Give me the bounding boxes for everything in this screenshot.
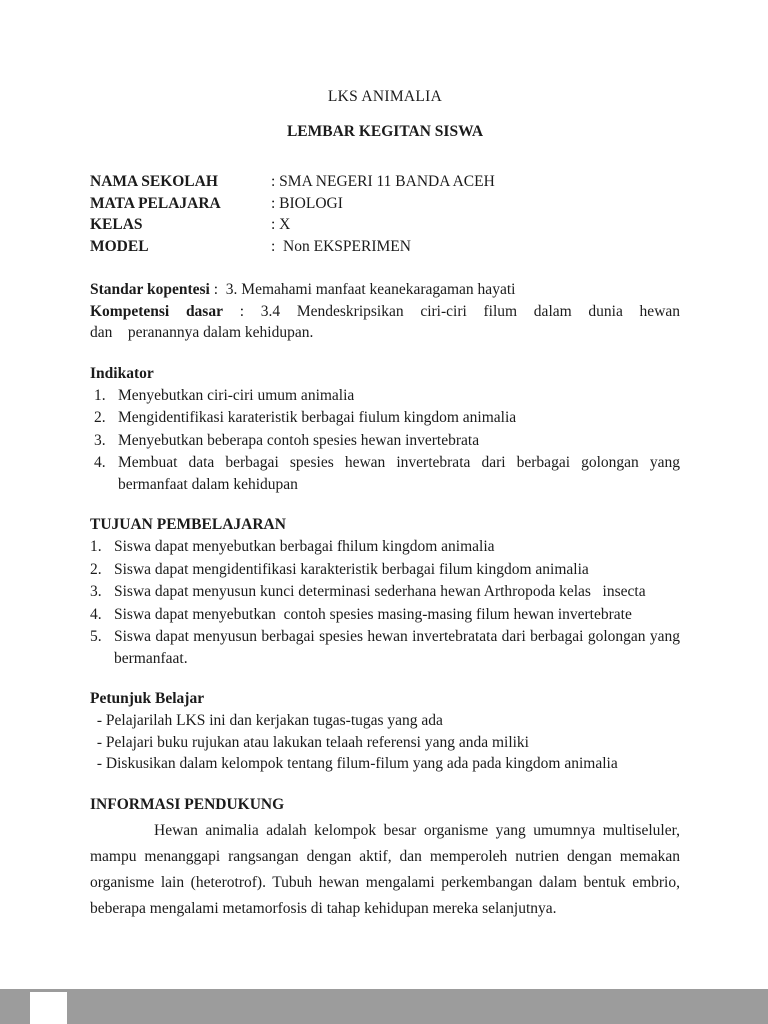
informasi-paragraph: Hewan animalia adalah kelompok besar organisme yang umumnya multiseluler, mampu menanggapi rangsangan dengan aktif, dan memperoleh nutrien dengan memakan organisme lain (heterotrof). Tubuh hewan mengalami perkembangan dalam bentuk embrio, beberapa mengalami metamorfosis di tahap kehidupan mereka selanjutnya. bbox=[90, 821, 680, 917]
kompetensi-dasar-text: : 3.4 Mendeskripsikan ciri-ciri filum dalam dunia hewan bbox=[239, 302, 681, 320]
list-item: - Pelajarilah LKS ini dan kerjakan tugas-tugas yang ada bbox=[93, 712, 443, 729]
petunjuk-heading: Petunjuk Belajar bbox=[90, 690, 205, 707]
list-item bbox=[90, 559, 680, 581]
info-label: MODEL bbox=[90, 237, 149, 255]
info-value: : BIOLOGI bbox=[271, 194, 343, 212]
list-item-number: 3. bbox=[90, 583, 102, 600]
petunjuk-list bbox=[90, 710, 680, 775]
tujuan-list bbox=[90, 536, 680, 669]
list-item bbox=[94, 452, 680, 495]
tujuan-heading: TUJUAN PEMBELAJARAN bbox=[90, 516, 286, 533]
list-item-number: 5. bbox=[90, 628, 102, 645]
list-item-text: Membuat data berbagai spesies hewan invertebrata dari berbagai golongan yang bermanfaat dalam kehidupan bbox=[118, 454, 680, 493]
list-item-text: Siswa dapat menyusun berbagai spesies hewan invertebratata dari berbagai golongan yang bermanfaat. bbox=[114, 628, 680, 667]
list-item-number: 4. bbox=[94, 454, 106, 471]
kompetensi-block bbox=[90, 279, 680, 344]
info-value: : Non EKSPERIMEN bbox=[271, 237, 411, 255]
list-item-text: Menyebutkan beberapa contoh spesies hewan invertebrata bbox=[118, 431, 480, 449]
school-info-table bbox=[90, 171, 680, 257]
kompetensi-dasar-continuation: dan peranannya dalam kehidupan. bbox=[90, 324, 314, 341]
list-item-text: Menyebutkan ciri-ciri umum animalia bbox=[118, 386, 355, 404]
info-label: KELAS bbox=[90, 216, 143, 233]
list-item: - Diskusikan dalam kelompok tentang filum-filum yang ada pada kingdom animalia bbox=[93, 755, 618, 772]
standar-kompetensi-text: : 3. Memahami manfaat keanekaragaman hayati bbox=[213, 281, 516, 298]
list-item bbox=[90, 536, 680, 558]
info-value: : X bbox=[271, 216, 291, 233]
info-row bbox=[90, 236, 680, 258]
list-item bbox=[90, 626, 680, 669]
kompetensi-dasar-label: Kompetensi dasar bbox=[90, 302, 223, 320]
list-item-number: 1. bbox=[90, 538, 102, 555]
list-item-text: Mengidentifikasi karateristik berbagai fiulum kingdom animalia bbox=[118, 409, 517, 426]
list-item bbox=[90, 604, 680, 626]
list-item bbox=[94, 385, 680, 407]
informasi-heading: INFORMASI PENDUKUNG bbox=[90, 795, 285, 813]
page-title: LKS ANIMALIA bbox=[327, 88, 443, 105]
list-item-number: 1. bbox=[94, 386, 106, 404]
next-page-edge bbox=[30, 992, 67, 1024]
list-item-number: 2. bbox=[90, 560, 102, 578]
info-row bbox=[90, 214, 680, 236]
list-item-number: 2. bbox=[94, 409, 106, 426]
info-label: MATA PELAJARA bbox=[90, 194, 221, 212]
info-row bbox=[90, 193, 680, 215]
info-label: NAMA SEKOLAH bbox=[90, 173, 218, 190]
list-item-text: Siswa dapat menyusun kunci determinasi sederhana hewan Arthropoda kelas insecta bbox=[114, 583, 646, 600]
info-value: : SMA NEGERI 11 BANDA ACEH bbox=[271, 173, 495, 190]
list-item-number: 4. bbox=[90, 605, 102, 623]
indikator-list bbox=[90, 385, 680, 496]
standar-kompetensi-label: Standar kopentesi bbox=[90, 281, 210, 298]
list-item bbox=[94, 407, 680, 429]
list-item bbox=[90, 581, 680, 603]
indikator-heading: Indikator bbox=[90, 364, 154, 382]
list-item-text: Siswa dapat menyebutkan berbagai fhilum kingdom animalia bbox=[114, 538, 495, 555]
list-item-text: Siswa dapat menyebutkan contoh spesies masing-masing filum hewan invertebrate bbox=[114, 605, 632, 623]
page-subtitle: LEMBAR KEGITAN SISWA bbox=[286, 123, 484, 140]
list-item: - Pelajari buku rujukan atau lakukan telaah referensi yang anda miliki bbox=[93, 733, 529, 751]
list-item-number: 3. bbox=[94, 431, 106, 449]
standar-kompetensi-line bbox=[90, 279, 680, 301]
list-item bbox=[94, 430, 680, 452]
viewer-background-strip bbox=[0, 989, 768, 1024]
kompetensi-dasar-line bbox=[90, 301, 680, 323]
list-item-text: Siswa dapat mengidentifikasi karakteristik berbagai filum kingdom animalia bbox=[114, 560, 589, 578]
info-row bbox=[90, 171, 680, 193]
